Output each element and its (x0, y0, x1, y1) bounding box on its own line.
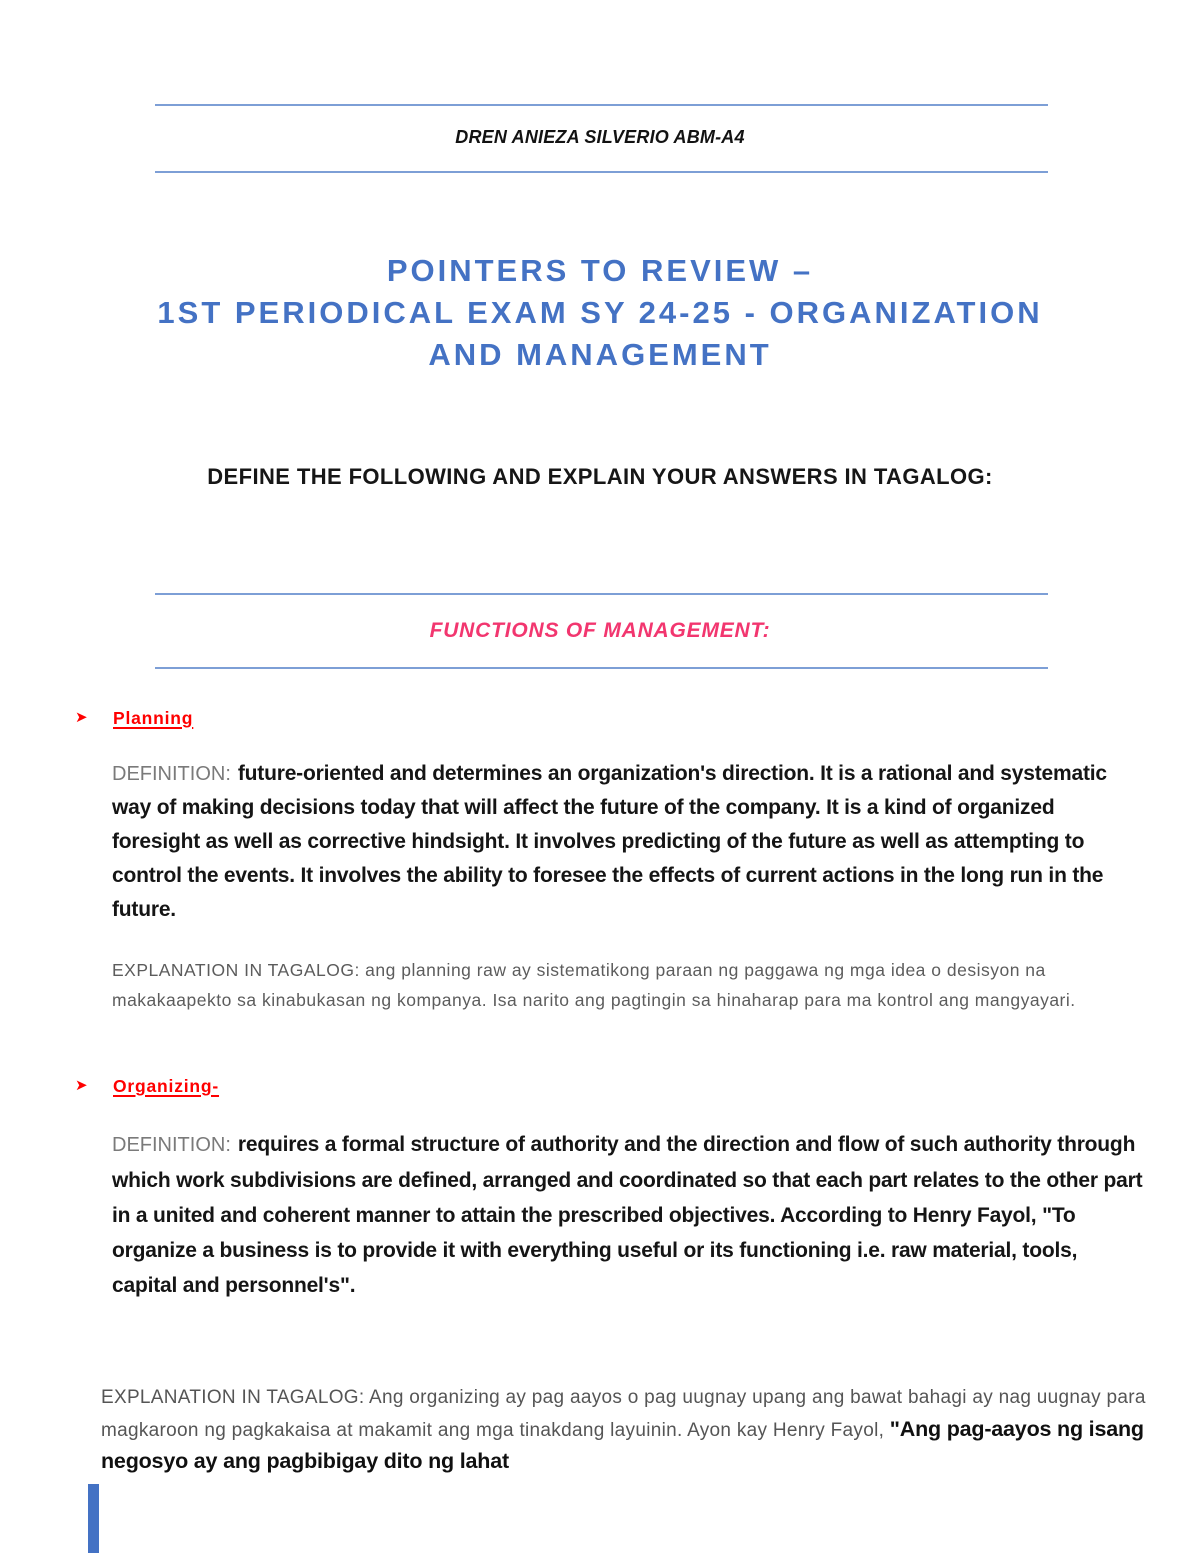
divider-line-top (155, 104, 1048, 106)
organizing-definition-paragraph (112, 1127, 1146, 1303)
section-title: FUNCTIONS OF MANAGEMENT: (429, 619, 771, 642)
planning-explanation-paragraph: EXPLANATION IN TAGALOG: ang planning raw ay sistematikong paraan ng paggawa ng mga idea o desisyon na makakaapekto sa kinabukasan ng kompanya. Isa narito ang pagtingin sa hinaharap para ma kontrol ang mangyayari. (112, 960, 1076, 1010)
arrow-bullet-icon: ➤ (75, 1077, 88, 1094)
divider-line-below-section (155, 667, 1048, 669)
document-title (40, 250, 1160, 376)
instruction-text: DEFINE THE FOLLOWING AND EXPLAIN YOUR ANSWERS IN TAGALOG: (207, 464, 993, 489)
organizing-heading-row (75, 1074, 219, 1098)
organizing-explanation-bold: "Ang pag-aayos ng isang negosyo ay ang pagbibigay dito ng lahat (101, 1416, 1144, 1473)
planning-term-label: Planning (113, 707, 194, 728)
student-name-header: DREN ANIEZA SILVERIO ABM-A4 (455, 127, 745, 147)
divider-line-under-name (155, 171, 1048, 173)
organizing-explanation-paragraph (101, 1382, 1149, 1479)
organizing-definition-text: requires a formal structure of authority and the direction and flow of such authority through which work subdivisions are defined, arranged and coordinated so that each part relates to the other part in a united and coherent manner to attain the prescribed objectives. According to Henry Fayol, "To organize a business is to provide it with everything useful or its functioning i.e. raw material, tools, capital and personnel's". (112, 1133, 1143, 1297)
arrow-bullet-icon: ➤ (75, 709, 88, 726)
title-line-1: POINTERS TO REVIEW – (386, 253, 814, 288)
text-cursor (88, 1484, 99, 1553)
organizing-definition-label: DEFINITION: (112, 1134, 231, 1156)
planning-definition-paragraph (112, 757, 1146, 927)
divider-line-above-section (155, 593, 1048, 595)
organizing-explanation-plain: EXPLANATION IN TAGALOG: Ang organizing ay pag aayos o pag uugnay upang ang bawat bahagi ay nag uugnay para magkaroon ng pagkakaisa at makamit ang mga tinakdang layuinin. Ayon kay Henry Fayol, (101, 1387, 1146, 1441)
planning-definition-label: DEFINITION: (112, 763, 231, 785)
title-line-2: 1ST PERIODICAL EXAM SY 24-25 - ORGANIZATION (157, 295, 1043, 330)
planning-definition-text: future-oriented and determines an organization's direction. It is a rational and systematic way of making decisions today that will affect the future of the company. It is a kind of organized foresight as well as corrective hindsight. It involves predicting of the future as well as attempting to control the events. It involves the ability to foresee the effects of current actions in the long run in the future. (112, 762, 1107, 921)
organizing-term-label: Organizing- (113, 1075, 220, 1096)
title-line-3: AND MANAGEMENT (428, 337, 772, 372)
planning-heading-row (75, 706, 193, 730)
